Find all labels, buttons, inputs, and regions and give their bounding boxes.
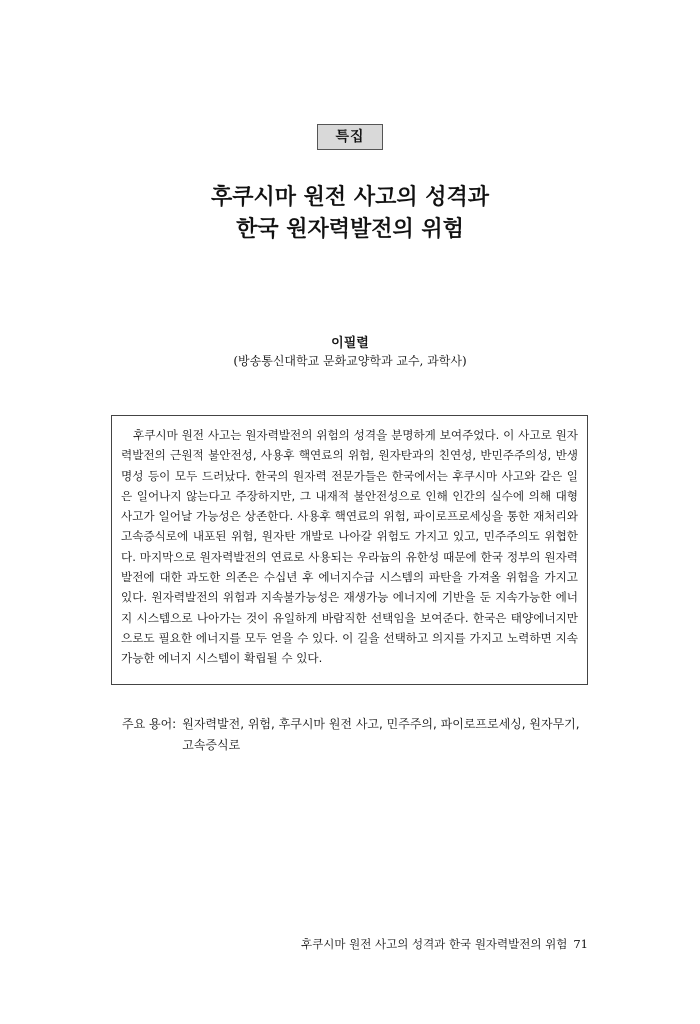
author-name: 이필렬 [331,336,369,351]
keywords [122,714,590,756]
keywords-label: 주요 용어: [122,717,177,731]
page-number: 71 [573,937,588,951]
article-title-line-2: 한국 원자력발전의 위험 [236,217,464,242]
keywords-text: 원자력발전, 위험, 후쿠시마 원전 사고, 민주주의, 파이로프로세싱, 원자무기, 고속증식로 [182,717,580,752]
author-affiliation: (방송통신대학교 문화교양학과 교수, 과학사) [233,354,467,368]
page-footer [301,936,588,952]
article-title-line-1: 후쿠시마 원전 사고의 성격과 [210,185,489,210]
article-title [0,182,700,246]
section-badge: 특집 [317,124,383,150]
abstract-box [111,415,588,685]
running-title: 후쿠시마 원전 사고의 성격과 한국 원자력발전의 위험 [301,937,568,951]
abstract-text: 후쿠시마 원전 사고는 원자력발전의 위험의 성격을 분명하게 보여주었다. 이 사고로 원자력발전의 근원적 불안전성, 사용후 핵연료의 위험, 원자탄과의 친연성, 반민주주의성, 반생명성 등이 모두 드러났다. 한국의 원자력 전문가들은 한국에서는 후쿠시마 사고와 같은 일은 일어나지 않는다고 주장하지만, 그 내재적 불안전성으로 인해 인간의 실수에 의해 대형 사고가 일어날 가능성은 상존한다. 사용후 핵연료의 위험, 파이로프로세싱을 통한 재처리와 고속증식로에 내포된 위험, 원자탄 개발로 나아갈 위험도 가지고 있고, 민주주의도 위협한다. 마지막으로 원자력발전의 연료로 사용되는 우라늄의 유한성 때문에 한국 정부의 원자력발전에 대한 과도한 의존은 수십년 후 에너지수급 시스템의 파탄을 가져올 위험을 가지고 있다. 원자력발전의 위험과 지속불가능성은 재생가능 에너지에 기반을 둔 지속가능한 에너지 시스템으로 나아가는 것이 유일하게 바람직한 선택임을 보여준다. 한국은 태양에너지만으로도 필요한 에너지를 모두 얻을 수 있다. 이 길을 선택하고 의지를 가지고 노력하면 지속가능한 에너지 시스템이 확립될 수 있다. [121,428,578,666]
